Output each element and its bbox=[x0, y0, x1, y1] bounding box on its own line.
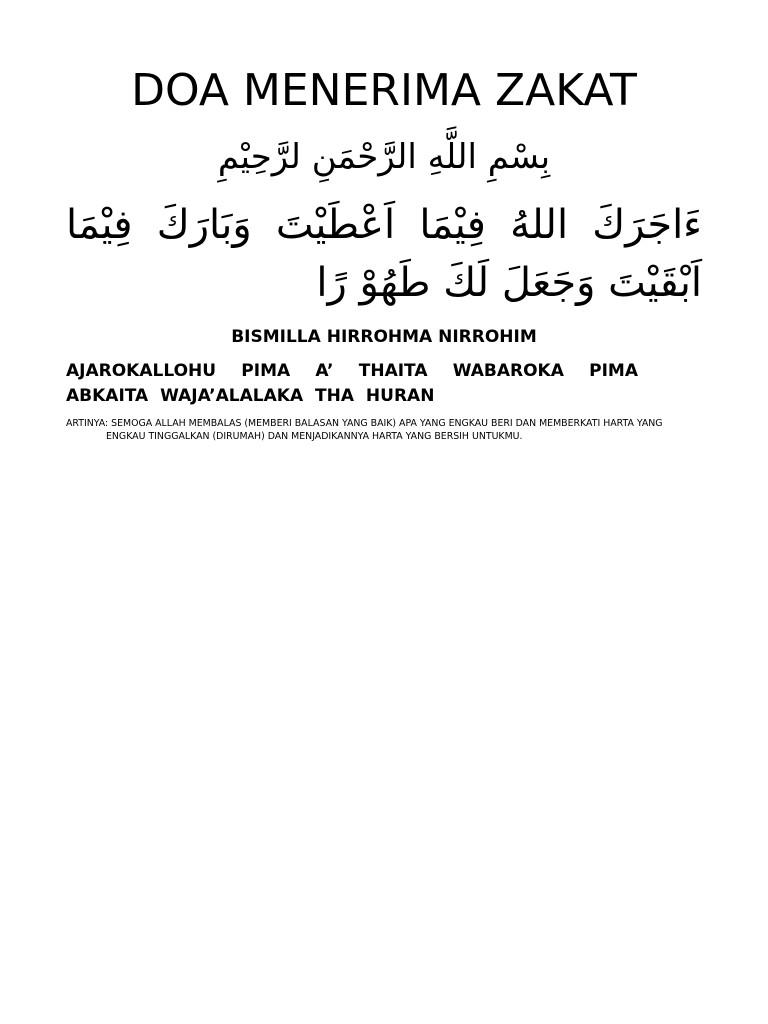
basmala-latin: BISMILLA HIRROHMA NIRROHIM bbox=[231, 327, 537, 347]
doa-latin: AJAROKALLOHU PIMA A’ THAITA WABAROKA PIMA ABKAITA WAJA’ALALAKA THA HURAN bbox=[66, 361, 638, 406]
basmala-arabic: بِسْمِ اللَّهِ الرَّحْمَنِ لرَّحِيْمِ bbox=[217, 137, 551, 177]
page-title: DOA MENERIMA ZAKAT bbox=[131, 65, 637, 116]
translation-text: ARTINYA: SEMOGA ALLAH MEMBALAS (MEMBERI BALASAN YANG BAIK) APA YANG ENGKAU BERI DAN MEMBERKATI HARTA YANG ENGKAU TINGGALKAN (DIRUMAH) DAN MENJADIKANNYA HARTA YANG BERSIH UNTUKMU. bbox=[66, 418, 663, 442]
doa-arabic: ءَاجَرَكَ اللهُ فِيْمَا اَعْطَيْتَ وَبَارَكَ فِيْمَا اَبْقَيْتَ وَجَعَلَ لَكَ طَهُوْ رًا bbox=[66, 202, 702, 306]
